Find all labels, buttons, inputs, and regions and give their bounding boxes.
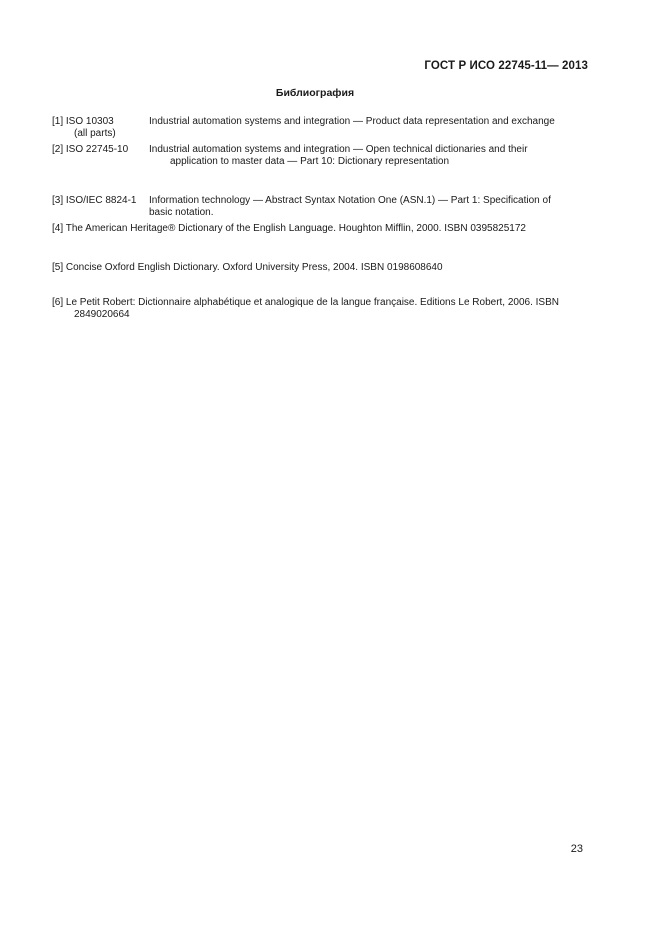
page-number: 23: [570, 843, 583, 855]
entry-full-text: [5] Concise Oxford English Dictionary. Oxford University Press, 2004. ISBN 0198608640: [52, 262, 443, 273]
entry-title: Information technology — Abstract Syntax Notation One (ASN.1) — Part 1: Specification of: [149, 195, 551, 206]
entry-full-text: [4] The American Heritage® Dictionary of the English Language. Houghton Mifflin, 2000. ISBN 0395825172: [52, 223, 526, 234]
entry-full-text-continuation: 2849020664: [74, 309, 130, 320]
document-code-header: ГОСТ Р ИСО 22745-11— 2013: [424, 60, 588, 72]
entry-reference-code: [3] ISO/IEC 8824-1: [52, 195, 137, 206]
entry-title: Industrial automation systems and integration — Product data representation and exchange: [149, 116, 555, 127]
entry-title-continuation: application to master data — Part 10: Dictionary representation: [170, 156, 450, 167]
entry-reference-subnote: (all parts): [74, 128, 116, 139]
entry-full-text: [6] Le Petit Robert: Dictionnaire alphabétique et analogique de la langue française. Editions Le Robert, 2006. ISBN: [52, 297, 559, 308]
entry-title: Industrial automation systems and integration — Open technical dictionaries and their: [149, 144, 528, 155]
bibliography-title: Библиография: [275, 87, 355, 99]
entry-reference-code: [1] ISO 10303: [52, 116, 114, 127]
entry-reference-code: [2] ISO 22745-10: [52, 144, 129, 155]
entry-title-continuation: basic notation.: [149, 207, 214, 218]
